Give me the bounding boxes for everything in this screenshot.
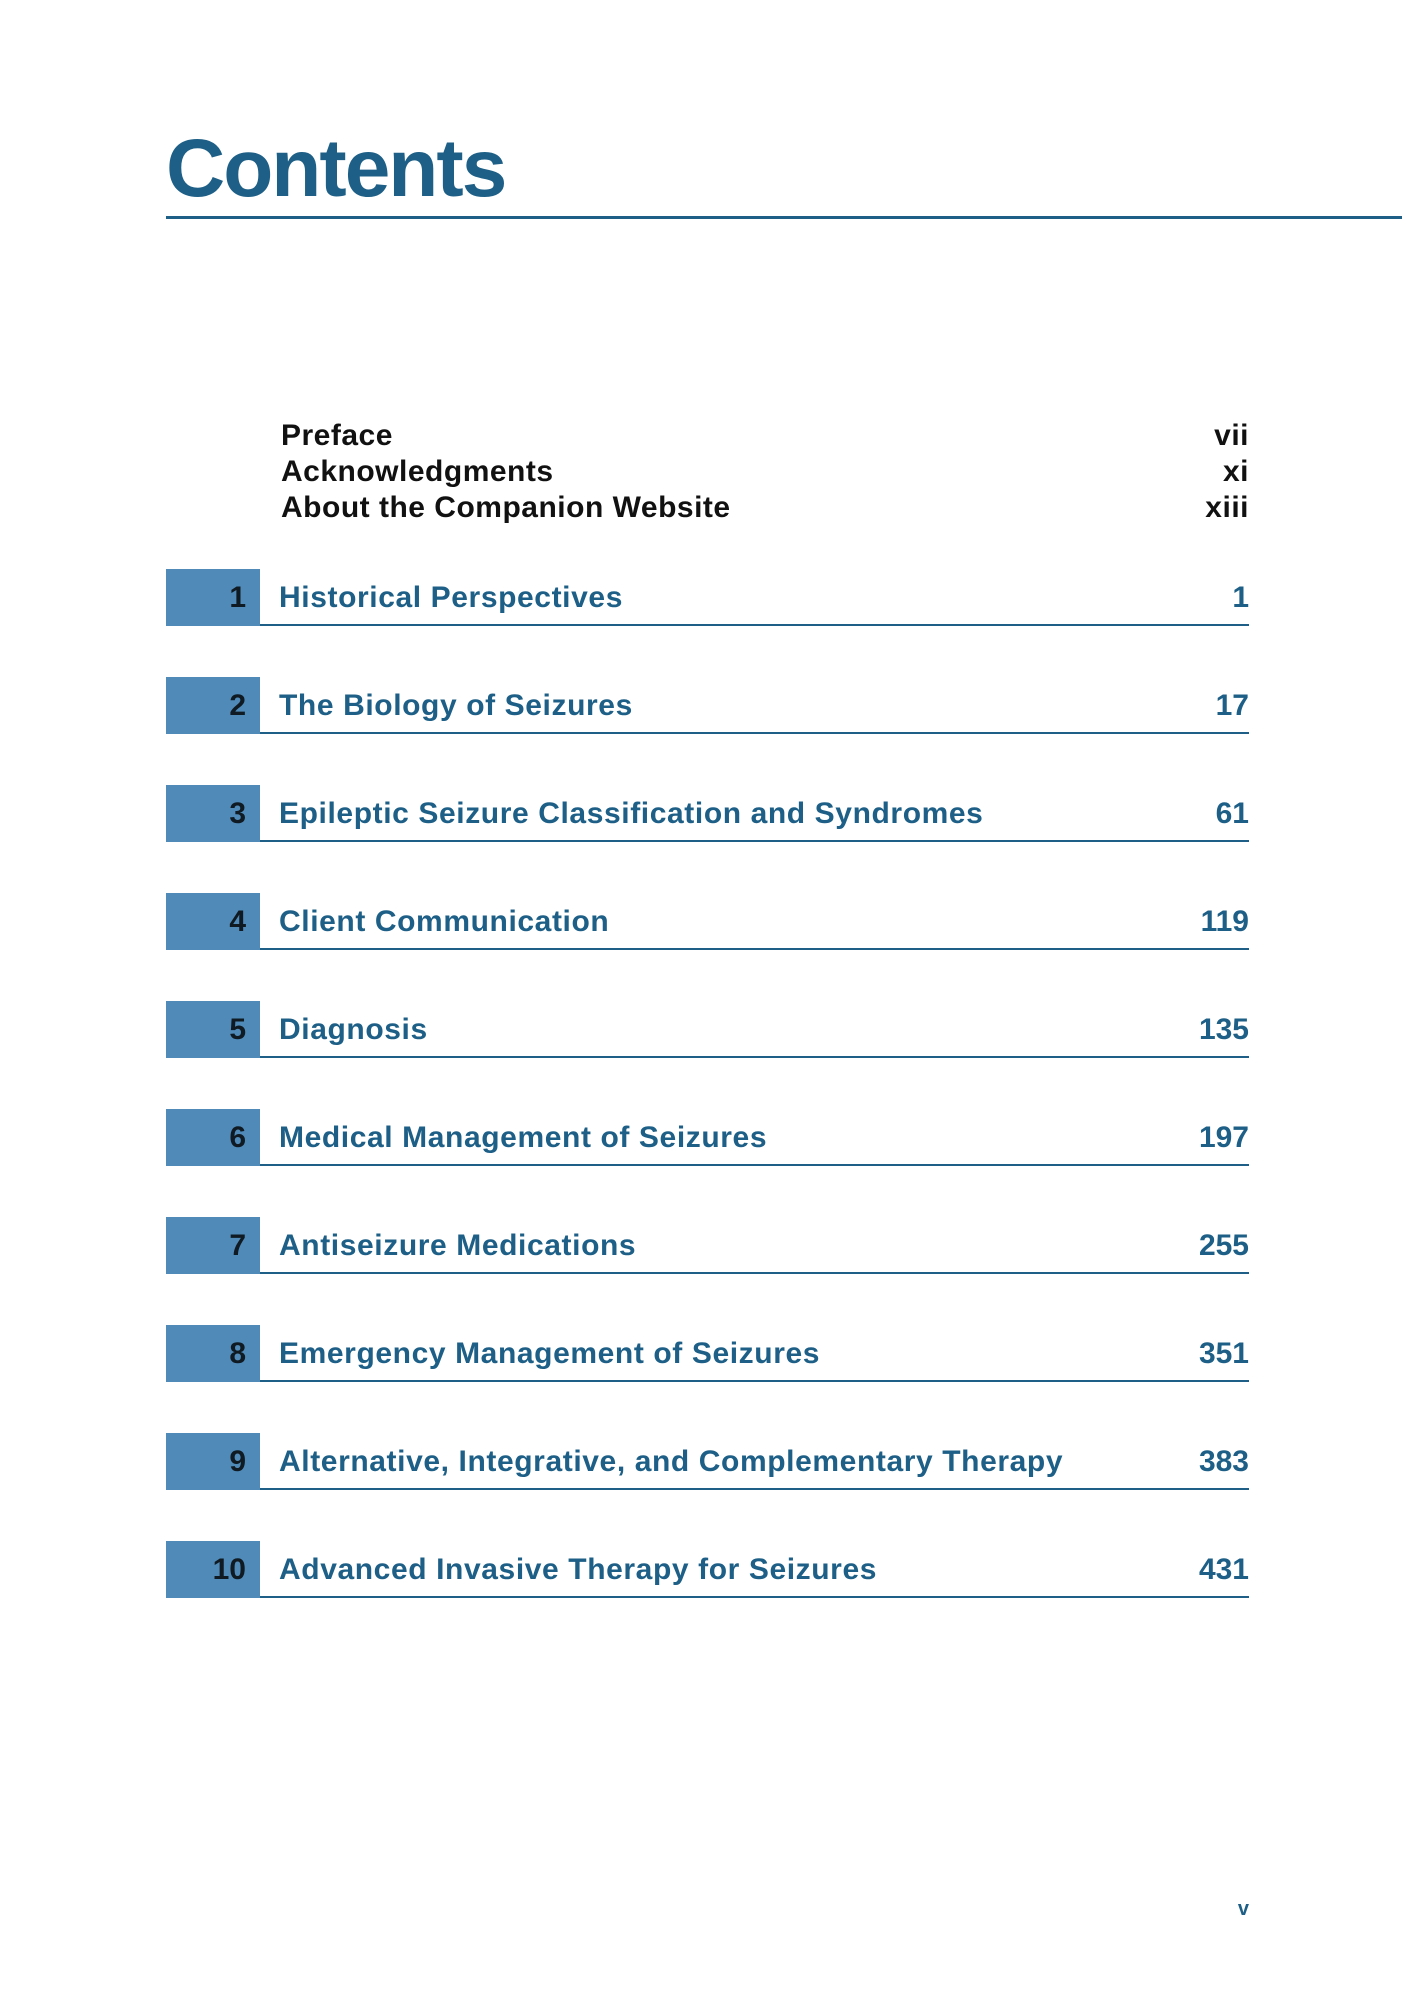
chapter-title: Advanced Invasive Therapy for Seizures [279,1553,878,1586]
chapter-number-box [166,569,260,626]
front-matter-page: xi [1222,455,1249,488]
chapter-page: 197 [1198,1121,1249,1154]
chapter-page: 431 [1198,1553,1249,1586]
chapter-number: 4 [229,905,246,938]
chapter-title: Medical Management of Seizures [279,1121,768,1154]
chapter-number: 1 [229,581,246,614]
chapter-number-box [166,1541,260,1598]
chapter-title: Emergency Management of Seizures [279,1337,821,1370]
chapter-rule [260,1272,1249,1274]
page-folio: v [1237,1898,1249,1920]
front-matter-label: Acknowledgments [281,455,554,488]
chapter-number-box [166,1433,260,1490]
front-matter-page: xiii [1205,491,1249,524]
chapter-title: Antiseizure Medications [279,1229,637,1262]
front-matter-item-preface[interactable] [281,418,1249,454]
chapter-rule [260,1164,1249,1166]
chapter-rule [260,1380,1249,1382]
chapter-number-box [166,1217,260,1274]
chapter-number-box [166,1001,260,1058]
chapter-title: Epileptic Seizure Classification and Syndromes [279,797,984,830]
chapter-number-box [166,677,260,734]
chapter-entry-8[interactable] [166,1325,1249,1382]
chapter-title: Historical Perspectives [279,581,623,614]
chapter-rule [260,1488,1249,1490]
chapter-title: The Biology of Seizures [279,689,633,722]
front-matter-label: About the Companion Website [281,491,731,524]
chapter-entry-2[interactable] [166,677,1249,734]
chapter-entry-4[interactable] [166,893,1249,950]
title-rule [166,216,1402,219]
chapter-page: 61 [1215,797,1249,830]
chapter-number-box [166,785,260,842]
chapter-number-box [166,1109,260,1166]
front-matter-page: vii [1214,419,1249,452]
page-title: Contents [166,123,506,214]
chapter-number: 5 [229,1013,246,1046]
chapter-page: 17 [1215,689,1249,722]
chapter-number-box [166,1325,260,1382]
chapter-entry-5[interactable] [166,1001,1249,1058]
chapter-number: 9 [229,1445,246,1478]
chapter-page: 351 [1198,1337,1249,1370]
chapter-rule [260,624,1249,626]
chapter-rule [260,1596,1249,1598]
chapter-rule [260,732,1249,734]
front-matter-list [281,418,1249,526]
chapter-entry-7[interactable] [166,1217,1249,1274]
chapter-page: 135 [1198,1013,1249,1046]
chapter-page: 1 [1232,581,1249,614]
chapter-number-box [166,893,260,950]
chapter-entry-9[interactable] [166,1433,1249,1490]
chapter-number: 7 [229,1229,246,1262]
chapter-number: 8 [229,1337,246,1370]
chapter-list [166,569,1249,1649]
front-matter-item-acknowledgments[interactable] [281,454,1249,490]
chapter-entry-1[interactable] [166,569,1249,626]
chapter-entry-6[interactable] [166,1109,1249,1166]
chapter-entry-3[interactable] [166,785,1249,842]
chapter-rule [260,1056,1249,1058]
chapter-title: Diagnosis [279,1013,428,1046]
chapter-page: 119 [1200,905,1249,938]
chapter-number: 3 [229,797,246,830]
chapter-number: 10 [212,1553,246,1586]
front-matter-label: Preface [281,419,393,452]
chapter-title: Client Communication [279,905,610,938]
chapter-page: 383 [1198,1445,1249,1478]
chapter-number: 2 [229,689,246,722]
front-matter-item-companion-website[interactable] [281,490,1249,526]
chapter-rule [260,840,1249,842]
chapter-page: 255 [1198,1229,1249,1262]
chapter-number: 6 [229,1121,246,1154]
chapter-title: Alternative, Integrative, and Complementary Therapy [279,1445,1064,1478]
chapter-rule [260,948,1249,950]
chapter-entry-10[interactable] [166,1541,1249,1598]
